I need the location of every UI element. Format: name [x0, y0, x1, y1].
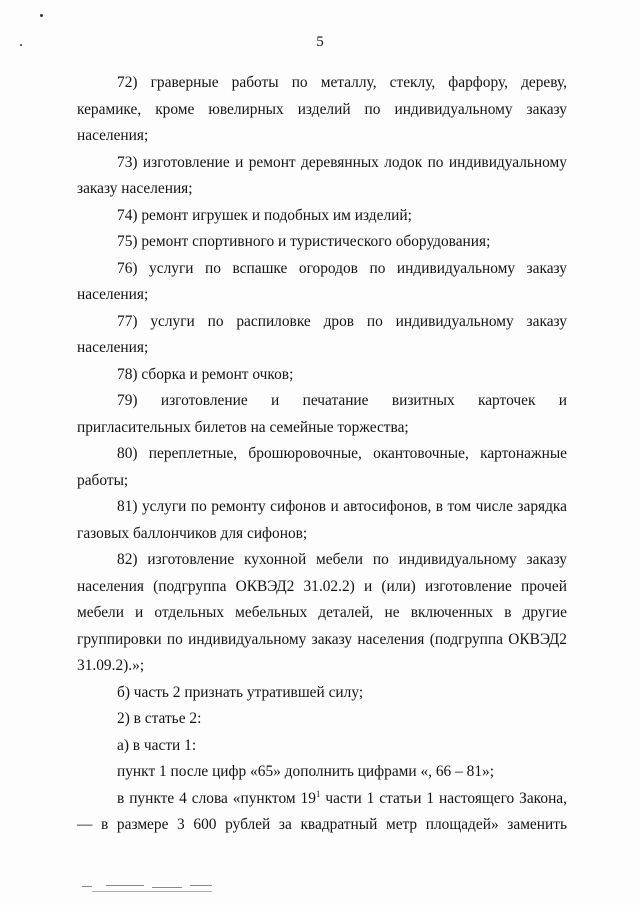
list-item-77: 77) услуги по распиловке дров по индивидуальному заказу населения; [77, 312, 567, 356]
scan-speck [40, 14, 43, 17]
point-4-amendment [77, 786, 567, 839]
list-item-76: 76) услуги по вспашке огородов по индивидуальному заказу населения; [77, 259, 567, 303]
superscript-marker: 1 [315, 788, 321, 799]
article-2-heading: 2) в статье 2: [117, 710, 202, 727]
list-item-74: 74) ремонт игрушек и подобных им изделий; [117, 206, 412, 224]
list-item-72: 72) граверные работы по металлу, стеклу, фарфору, дереву, керамике, кроме ювелирных изделий по индивидуальному заказу населения; [77, 74, 567, 144]
scan-footer-noise [82, 884, 222, 894]
point-1-amendment: пункт 1 после цифр «65» дополнить цифрами «, 66 – 81»; [117, 763, 495, 780]
list-item-80: 80) переплетные, брошюровочные, окантовочные, картонажные работы; [77, 445, 567, 489]
list-item-73: 73) изготовление и ремонт деревянных лодок по индивидуальному заказу населения; [77, 153, 567, 197]
point-4-text-start: в пункте 4 слова «пунктом 19 [117, 789, 316, 807]
part-1-heading: а) в части 1: [117, 736, 197, 754]
list-item-82: 82) изготовление кухонной мебели по индивидуальному заказу населения (подгруппа ОКВЭД2 31.02.2) и (или) изготовление прочей мебели и отдельных мебельных деталей, не включенных в другие группировки по индивидуальному заказу населения (подгруппа ОКВЭД2 31.09.2).»; [77, 551, 567, 674]
list-item-79: 79) изготовление и печатание визитных карточек и пригласительных билетов на семейные торжества; [77, 392, 567, 436]
list-item-75: 75) ремонт спортивного и туристического оборудования; [117, 233, 491, 250]
amendment-part-2: б) часть 2 признать утратившей силу; [117, 683, 364, 701]
page-number: 5 [316, 34, 324, 50]
list-item-81: 81) услуги по ремонту сифонов и автосифонов, в том числе зарядка газовых баллончиков для сифонов; [77, 498, 567, 542]
point-4-text-end: части 1 статьи 1 настоящего Закона, — в размере 3 600 рублей за квадратный метр площадей» заменить [77, 789, 567, 833]
list-item-78: 78) сборка и ремонт очков; [117, 365, 294, 383]
document-body [77, 70, 567, 839]
